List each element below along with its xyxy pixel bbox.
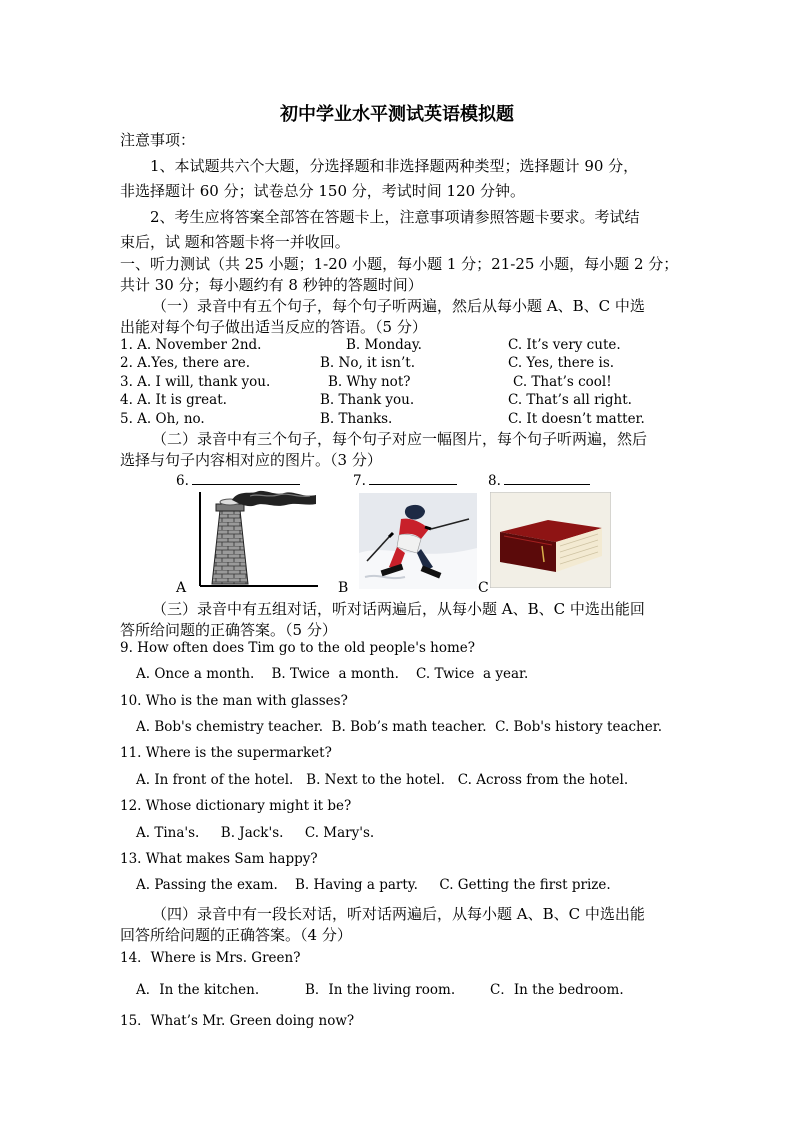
notice-line: 束后，试 题和答题卡将一并收回。 [120, 233, 350, 251]
question: 11. Where is the supermarket? [120, 745, 332, 761]
part-instruction: （二）录音中有三个句子，每个句子对应一幅图片，每个句子听两遍，然后 [152, 430, 648, 448]
section-heading: 共计 30 分；每小题约有 8 秒钟的答题时间） [120, 276, 423, 294]
part-instruction: （一）录音中有五个句子，每个句子听两遍，然后从每小题 A、B、C 中选 [152, 297, 645, 315]
option-a: 4. A. It is great. [120, 392, 227, 408]
skier-picture [359, 493, 477, 589]
question-options: A. Passing the exam. B. Having a party. C. Getting the first prize. [136, 877, 611, 893]
option-a: 3. A. I will, thank you. [120, 374, 271, 390]
option-b: B. Thank you. [320, 392, 415, 408]
question-options: A. Bob's chemistry teacher. B. Bob’s math teacher. C. Bob's history teacher. [136, 719, 662, 735]
option-b: B. Monday. [346, 337, 422, 353]
option-c: C. It doesn’t matter. [508, 411, 645, 427]
part-instruction: 回答所给问题的正确答案。（4 分） [120, 926, 352, 944]
question: 15．What’s Mr. Green doing now? [120, 1013, 355, 1029]
option-c: C. That’s cool! [513, 374, 612, 390]
answer-blank-7: 7. [353, 470, 457, 489]
option-c: C. It’s very cute. [508, 337, 621, 353]
notice-heading: 注意事项： [120, 131, 196, 149]
book-picture [490, 492, 611, 588]
option-a: 1. A. November 2nd. [120, 337, 262, 353]
picture-label-c: C [478, 580, 489, 596]
picture-label-a: A [176, 580, 187, 596]
notice-line: 1、本试题共六个大题，分选择题和非选择题两种类型；选择题计 90 分， [150, 157, 639, 175]
question-options: A. Tina's. B. Jack's. C. Mary's. [136, 825, 375, 841]
option-c: C. Yes, there is. [508, 355, 615, 371]
option-b: B. Thanks. [320, 411, 393, 427]
option-b: B. No, it isn’t. [320, 355, 416, 371]
part-instruction: 答所给问题的正确答案。（5 分） [120, 621, 337, 639]
section-heading: 一、听力测试（共 25 小题；1-20 小题，每小题 1 分；21-25 小题，每小题 2 分； [120, 255, 679, 273]
option-a: 5. A. Oh, no. [120, 411, 205, 427]
question-options: A. In front of the hotel. B. Next to the hotel. C. Across from the hotel. [136, 772, 629, 788]
question: 9. How often does Tim go to the old people's home? [120, 640, 476, 656]
picture-label-b: B [338, 580, 349, 596]
answer-blank-6: 6. [176, 470, 300, 489]
answer-blank-8: 8. [488, 470, 590, 489]
option-b: B．In the living room. [305, 982, 456, 998]
question-options: A. Once a month. B. Twice a month. C. Twice a year. [136, 666, 529, 682]
part-instruction: （四）录音中有一段长对话，听对话两遍后，从每小题 A、B、C 中选出能 [152, 905, 645, 923]
option-a: A．In the kitchen. [136, 982, 260, 998]
question: 10. Who is the man with glasses? [120, 693, 348, 709]
option-a: 2. A.Yes, there are. [120, 355, 251, 371]
chimney-smoke-picture [198, 490, 320, 590]
notice-line: 2、考生应将答案全部答在答题卡上，注意事项请参照答题卡要求。考试结 [150, 208, 640, 226]
question: 13. What makes Sam happy? [120, 851, 318, 867]
option-c: C．In the bedroom. [490, 982, 624, 998]
question: 12. Whose dictionary might it be? [120, 798, 352, 814]
notice-line: 非选择题计 60 分；试卷总分 150 分，考试时间 120 分钟。 [120, 182, 525, 200]
page-title: 初中学业水平测试英语模拟题 [280, 104, 514, 125]
option-b: B. Why not? [328, 374, 411, 390]
part-instruction: 选择与句子内容相对应的图片。（3 分） [120, 451, 382, 469]
part-instruction: 出能对每个句子做出适当反应的答语。（5 分） [120, 318, 427, 336]
question: 14．Where is Mrs. Green? [120, 950, 301, 966]
option-c: C. That’s all right. [508, 392, 632, 408]
part-instruction: （三）录音中有五组对话，听对话两遍后，从每小题 A、B、C 中选出能回 [152, 600, 645, 618]
